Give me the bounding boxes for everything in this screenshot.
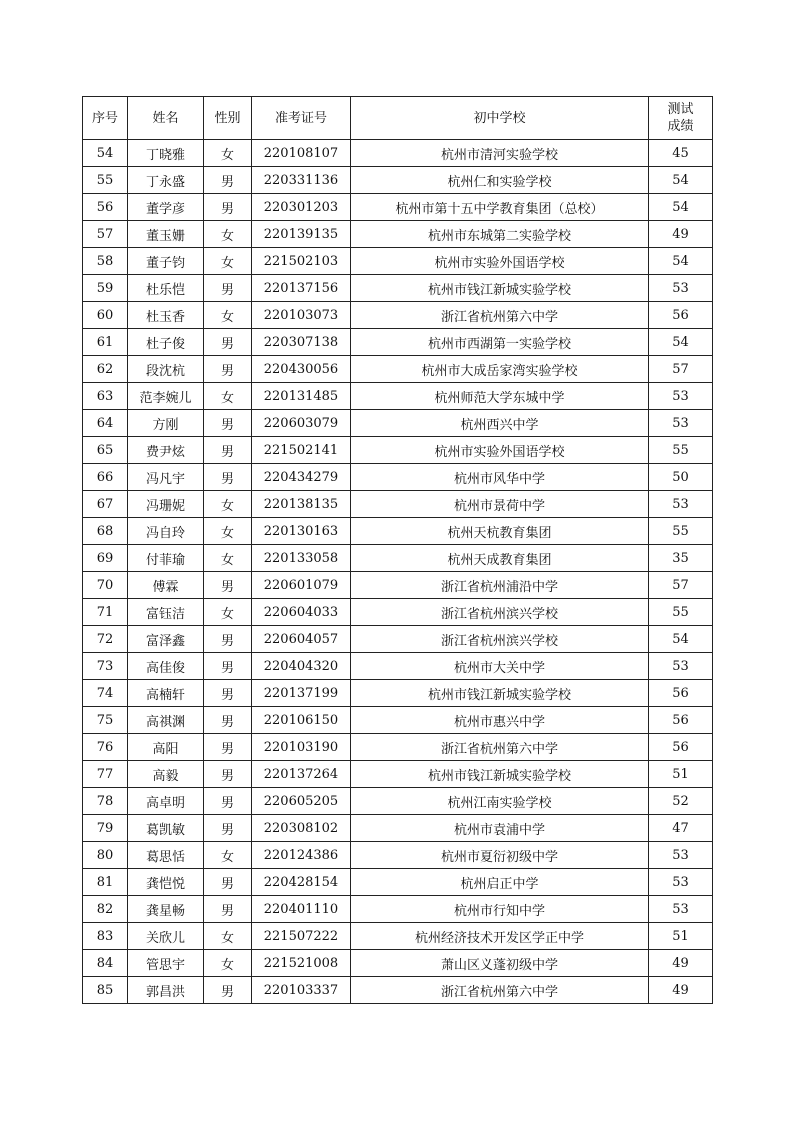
cell-school: 杭州市风华中学 [351,464,649,491]
cell-name: 杜玉香 [128,302,204,329]
cell-seq: 70 [83,572,128,599]
table-row [83,140,713,167]
cell-exam-no: 220137264 [252,761,351,788]
cell-seq: 55 [83,167,128,194]
cell-name: 高卓明 [128,788,204,815]
cell-score: 47 [649,815,713,842]
table-row [83,950,713,977]
cell-exam-no: 220331136 [252,167,351,194]
table-row [83,599,713,626]
cell-exam-no: 220124386 [252,842,351,869]
cell-name: 董子钧 [128,248,204,275]
cell-gender: 女 [204,545,252,572]
cell-seq: 79 [83,815,128,842]
cell-score: 57 [649,356,713,383]
score-table [82,96,713,1004]
cell-score: 50 [649,464,713,491]
cell-score: 53 [649,275,713,302]
header-gender: 性别 [204,97,252,140]
cell-name: 冯凡宇 [128,464,204,491]
cell-school: 杭州天成教育集团 [351,545,649,572]
cell-exam-no: 220130163 [252,518,351,545]
cell-gender: 男 [204,977,252,1004]
cell-name: 高阳 [128,734,204,761]
cell-school: 杭州市行知中学 [351,896,649,923]
cell-score: 45 [649,140,713,167]
cell-school: 浙江省杭州第六中学 [351,977,649,1004]
cell-school: 杭州市清河实验学校 [351,140,649,167]
cell-school: 杭州市夏衍初级中学 [351,842,649,869]
cell-seq: 77 [83,761,128,788]
cell-gender: 男 [204,626,252,653]
table-row [83,518,713,545]
cell-school: 杭州市钱江新城实验学校 [351,275,649,302]
header-score-line1: 测试 [667,102,694,117]
cell-name: 丁晓雅 [128,140,204,167]
cell-exam-no: 220404320 [252,653,351,680]
cell-gender: 女 [204,518,252,545]
cell-gender: 男 [204,437,252,464]
cell-exam-no: 221502103 [252,248,351,275]
cell-name: 冯珊妮 [128,491,204,518]
cell-seq: 66 [83,464,128,491]
cell-name: 方刚 [128,410,204,437]
cell-gender: 女 [204,491,252,518]
table-row [83,815,713,842]
cell-name: 葛思恬 [128,842,204,869]
cell-school: 杭州市东城第二实验学校 [351,221,649,248]
cell-score: 55 [649,437,713,464]
cell-name: 郭昌洪 [128,977,204,1004]
cell-exam-no: 220430056 [252,356,351,383]
cell-exam-no: 220131485 [252,383,351,410]
table-row [83,842,713,869]
cell-score: 51 [649,923,713,950]
cell-seq: 80 [83,842,128,869]
table-body [83,140,713,1004]
cell-name: 范李婉儿 [128,383,204,410]
cell-exam-no: 220103073 [252,302,351,329]
table-row [83,734,713,761]
cell-score: 53 [649,842,713,869]
cell-gender: 男 [204,464,252,491]
cell-seq: 71 [83,599,128,626]
cell-gender: 男 [204,788,252,815]
cell-exam-no: 220137199 [252,680,351,707]
header-school: 初中学校 [351,97,649,140]
cell-exam-no: 220308102 [252,815,351,842]
cell-seq: 61 [83,329,128,356]
cell-name: 高佳俊 [128,653,204,680]
cell-school: 萧山区义蓬初级中学 [351,950,649,977]
cell-gender: 男 [204,167,252,194]
cell-school: 杭州市景荷中学 [351,491,649,518]
cell-gender: 男 [204,869,252,896]
cell-score: 55 [649,518,713,545]
cell-score: 35 [649,545,713,572]
cell-score: 51 [649,761,713,788]
header-score [649,97,713,140]
cell-exam-no: 220301203 [252,194,351,221]
cell-score: 56 [649,707,713,734]
cell-school: 杭州经济技术开发区学正中学 [351,923,649,950]
cell-name: 高祺渊 [128,707,204,734]
cell-exam-no: 220133058 [252,545,351,572]
header-score-line2: 成绩 [667,119,694,134]
cell-exam-no: 220604033 [252,599,351,626]
cell-name: 丁永盛 [128,167,204,194]
cell-name: 董学彦 [128,194,204,221]
cell-seq: 64 [83,410,128,437]
cell-score: 52 [649,788,713,815]
cell-school: 浙江省杭州滨兴学校 [351,599,649,626]
cell-seq: 62 [83,356,128,383]
cell-score: 54 [649,329,713,356]
header-row [83,97,713,140]
cell-name: 龚恺悦 [128,869,204,896]
cell-seq: 56 [83,194,128,221]
cell-score: 53 [649,653,713,680]
cell-name: 冯自玲 [128,518,204,545]
cell-seq: 85 [83,977,128,1004]
cell-seq: 81 [83,869,128,896]
cell-exam-no: 220138135 [252,491,351,518]
cell-gender: 男 [204,707,252,734]
cell-school: 杭州仁和实验学校 [351,167,649,194]
cell-school: 杭州天杭教育集团 [351,518,649,545]
table-row [83,896,713,923]
cell-name: 葛凯敏 [128,815,204,842]
cell-score: 54 [649,194,713,221]
cell-exam-no: 220103190 [252,734,351,761]
cell-gender: 男 [204,653,252,680]
cell-gender: 女 [204,383,252,410]
cell-exam-no: 221502141 [252,437,351,464]
cell-exam-no: 220601079 [252,572,351,599]
cell-seq: 83 [83,923,128,950]
cell-gender: 男 [204,356,252,383]
cell-score: 54 [649,248,713,275]
table-row [83,221,713,248]
cell-school: 杭州市西湖第一实验学校 [351,329,649,356]
cell-score: 53 [649,383,713,410]
cell-seq: 72 [83,626,128,653]
cell-exam-no: 220106150 [252,707,351,734]
cell-gender: 男 [204,761,252,788]
cell-school: 杭州市袁浦中学 [351,815,649,842]
cell-score: 54 [649,167,713,194]
cell-name: 龚星畅 [128,896,204,923]
cell-seq: 57 [83,221,128,248]
cell-exam-no: 220428154 [252,869,351,896]
cell-gender: 女 [204,302,252,329]
cell-school: 浙江省杭州浦沿中学 [351,572,649,599]
cell-score: 55 [649,599,713,626]
cell-gender: 男 [204,680,252,707]
table-row [83,194,713,221]
cell-seq: 73 [83,653,128,680]
cell-school: 杭州师范大学东城中学 [351,383,649,410]
cell-exam-no: 220603079 [252,410,351,437]
cell-gender: 男 [204,275,252,302]
cell-exam-no: 220108107 [252,140,351,167]
cell-school: 杭州市大成岳家湾实验学校 [351,356,649,383]
cell-name: 付菲瑜 [128,545,204,572]
cell-score: 53 [649,869,713,896]
cell-seq: 67 [83,491,128,518]
cell-gender: 女 [204,599,252,626]
cell-score: 53 [649,410,713,437]
cell-seq: 58 [83,248,128,275]
table-row [83,653,713,680]
cell-seq: 63 [83,383,128,410]
cell-school: 杭州启正中学 [351,869,649,896]
table-row [83,437,713,464]
cell-exam-no: 220307138 [252,329,351,356]
cell-score: 56 [649,680,713,707]
header-seq: 序号 [83,97,128,140]
cell-score: 53 [649,896,713,923]
cell-exam-no: 220604057 [252,626,351,653]
cell-seq: 78 [83,788,128,815]
cell-score: 54 [649,626,713,653]
cell-school: 杭州市第十五中学教育集团（总校） [351,194,649,221]
table-row [83,356,713,383]
cell-name: 管思宇 [128,950,204,977]
cell-exam-no: 220103337 [252,977,351,1004]
cell-school: 杭州市实验外国语学校 [351,248,649,275]
cell-exam-no: 220605205 [252,788,351,815]
cell-school: 杭州市大关中学 [351,653,649,680]
table-row [83,869,713,896]
cell-name: 杜子俊 [128,329,204,356]
table-row [83,302,713,329]
cell-exam-no: 220434279 [252,464,351,491]
cell-gender: 女 [204,140,252,167]
cell-gender: 男 [204,734,252,761]
cell-gender: 男 [204,815,252,842]
cell-exam-no: 221521008 [252,950,351,977]
cell-school: 杭州市钱江新城实验学校 [351,761,649,788]
cell-score: 49 [649,221,713,248]
cell-exam-no: 220139135 [252,221,351,248]
header-name: 姓名 [128,97,204,140]
cell-school: 杭州市实验外国语学校 [351,437,649,464]
table-row [83,626,713,653]
table-row [83,329,713,356]
cell-gender: 女 [204,221,252,248]
cell-seq: 69 [83,545,128,572]
cell-name: 傅霖 [128,572,204,599]
cell-school: 杭州市惠兴中学 [351,707,649,734]
cell-score: 57 [649,572,713,599]
header-exam-no: 准考证号 [252,97,351,140]
cell-school: 浙江省杭州滨兴学校 [351,626,649,653]
cell-gender: 男 [204,329,252,356]
cell-gender: 男 [204,410,252,437]
cell-name: 费尹炫 [128,437,204,464]
cell-score: 49 [649,950,713,977]
cell-gender: 男 [204,194,252,221]
cell-seq: 65 [83,437,128,464]
cell-seq: 68 [83,518,128,545]
cell-exam-no: 221507222 [252,923,351,950]
cell-seq: 59 [83,275,128,302]
cell-gender: 女 [204,248,252,275]
cell-name: 富钰洁 [128,599,204,626]
table-row [83,491,713,518]
cell-score: 56 [649,302,713,329]
cell-name: 董玉姗 [128,221,204,248]
table-row [83,167,713,194]
cell-gender: 女 [204,950,252,977]
cell-school: 杭州江南实验学校 [351,788,649,815]
table-row [83,248,713,275]
cell-school: 杭州市钱江新城实验学校 [351,680,649,707]
table-header [83,97,713,140]
cell-name: 杜乐恺 [128,275,204,302]
table-row [83,572,713,599]
cell-score: 49 [649,977,713,1004]
table-row [83,923,713,950]
cell-school: 浙江省杭州第六中学 [351,734,649,761]
cell-score: 53 [649,491,713,518]
cell-name: 段沈杭 [128,356,204,383]
cell-seq: 84 [83,950,128,977]
cell-seq: 75 [83,707,128,734]
cell-gender: 女 [204,842,252,869]
cell-gender: 男 [204,896,252,923]
table-row [83,761,713,788]
table-row [83,410,713,437]
table-row [83,680,713,707]
cell-school: 浙江省杭州第六中学 [351,302,649,329]
cell-name: 关欣儿 [128,923,204,950]
table-row [83,788,713,815]
cell-name: 高毅 [128,761,204,788]
table-row [83,707,713,734]
cell-seq: 76 [83,734,128,761]
table-row [83,977,713,1004]
table-row [83,545,713,572]
cell-score: 56 [649,734,713,761]
cell-gender: 女 [204,923,252,950]
cell-seq: 54 [83,140,128,167]
table-row [83,464,713,491]
cell-gender: 男 [204,572,252,599]
cell-seq: 82 [83,896,128,923]
table-row [83,383,713,410]
cell-exam-no: 220137156 [252,275,351,302]
cell-name: 富泽鑫 [128,626,204,653]
cell-name: 高楠轩 [128,680,204,707]
cell-seq: 74 [83,680,128,707]
cell-school: 杭州西兴中学 [351,410,649,437]
cell-seq: 60 [83,302,128,329]
cell-exam-no: 220401110 [252,896,351,923]
table-row [83,275,713,302]
